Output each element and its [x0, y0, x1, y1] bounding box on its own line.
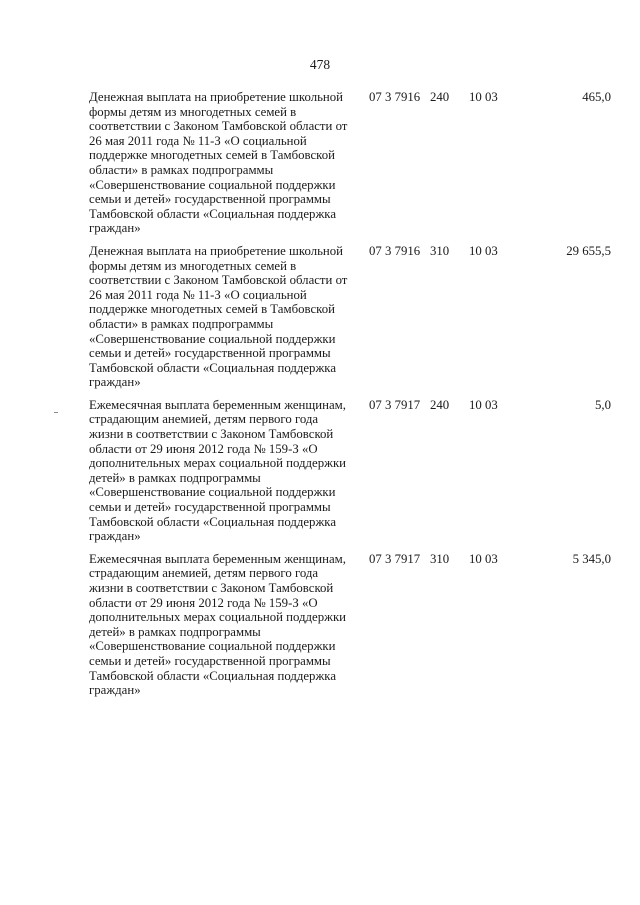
row-target-article: 07 3 7917	[369, 397, 421, 412]
table-row	[89, 398, 611, 544]
row-description: Ежемесячная выплата беременным женщинам, страдающим анемией, детям первого года жизни в соответствии с Законом Тамбовской области от 29 июня 2012 года № 159-З «О дополнительных мерах социальной поддержки детей» в рамках подпрограммы «Совершенствование социальной поддержки семьи и детей» государственной программы Тамбовской области «Социальная поддержка граждан»	[89, 551, 347, 698]
budget-table	[89, 90, 611, 706]
row-amount: 29 655,5	[566, 243, 611, 258]
row-target-article: 07 3 7916	[369, 90, 421, 104]
page-number: 478	[309, 57, 331, 72]
row-expense-type: 310	[430, 551, 450, 566]
row-amount: 5 345,0	[572, 551, 611, 566]
row-amount: 5,0	[595, 397, 611, 412]
row-expense-type: 240	[430, 397, 450, 412]
row-section-code: 10 03	[469, 397, 498, 412]
table-row	[89, 244, 611, 390]
row-target-article: 07 3 7916	[369, 243, 421, 258]
margin-mark	[54, 412, 58, 413]
row-section-code: 10 03	[469, 90, 498, 104]
row-target-article: 07 3 7917	[369, 551, 421, 566]
table-row	[89, 90, 611, 236]
row-expense-type: 240	[430, 90, 450, 104]
row-section-code: 10 03	[469, 243, 498, 258]
row-description: Денежная выплата на приобретение школьной формы детям из многодетных семей в соответствии с Законом Тамбовской области от 26 мая 2011 года № 11-З «О социальной поддержке многодетных семей в Тамбовской области» в рамках подпрограммы «Совершенствование социальной поддержки семьи и детей» государственной программы Тамбовской области «Социальная поддержка граждан»	[89, 90, 348, 236]
row-amount: 465,0	[582, 90, 611, 104]
row-expense-type: 310	[430, 243, 450, 258]
row-description: Ежемесячная выплата беременным женщинам, страдающим анемией, детям первого года жизни в соответствии с Законом Тамбовской области от 29 июня 2012 года № 159-З «О дополнительных мерах социальной поддержки детей» в рамках подпрограммы «Совершенствование социальной поддержки семьи и детей» государственной программы Тамбовской области «Социальная поддержка граждан»	[89, 397, 347, 544]
row-section-code: 10 03	[469, 551, 498, 566]
table-row	[89, 552, 611, 698]
row-description: Денежная выплата на приобретение школьной формы детям из многодетных семей в соответствии с Законом Тамбовской области от 26 мая 2011 года № 11-З «О социальной поддержке многодетных семей в Тамбовской области» в рамках подпрограммы «Совершенствование социальной поддержки семьи и детей» государственной программы Тамбовской области «Социальная поддержка граждан»	[89, 243, 348, 390]
